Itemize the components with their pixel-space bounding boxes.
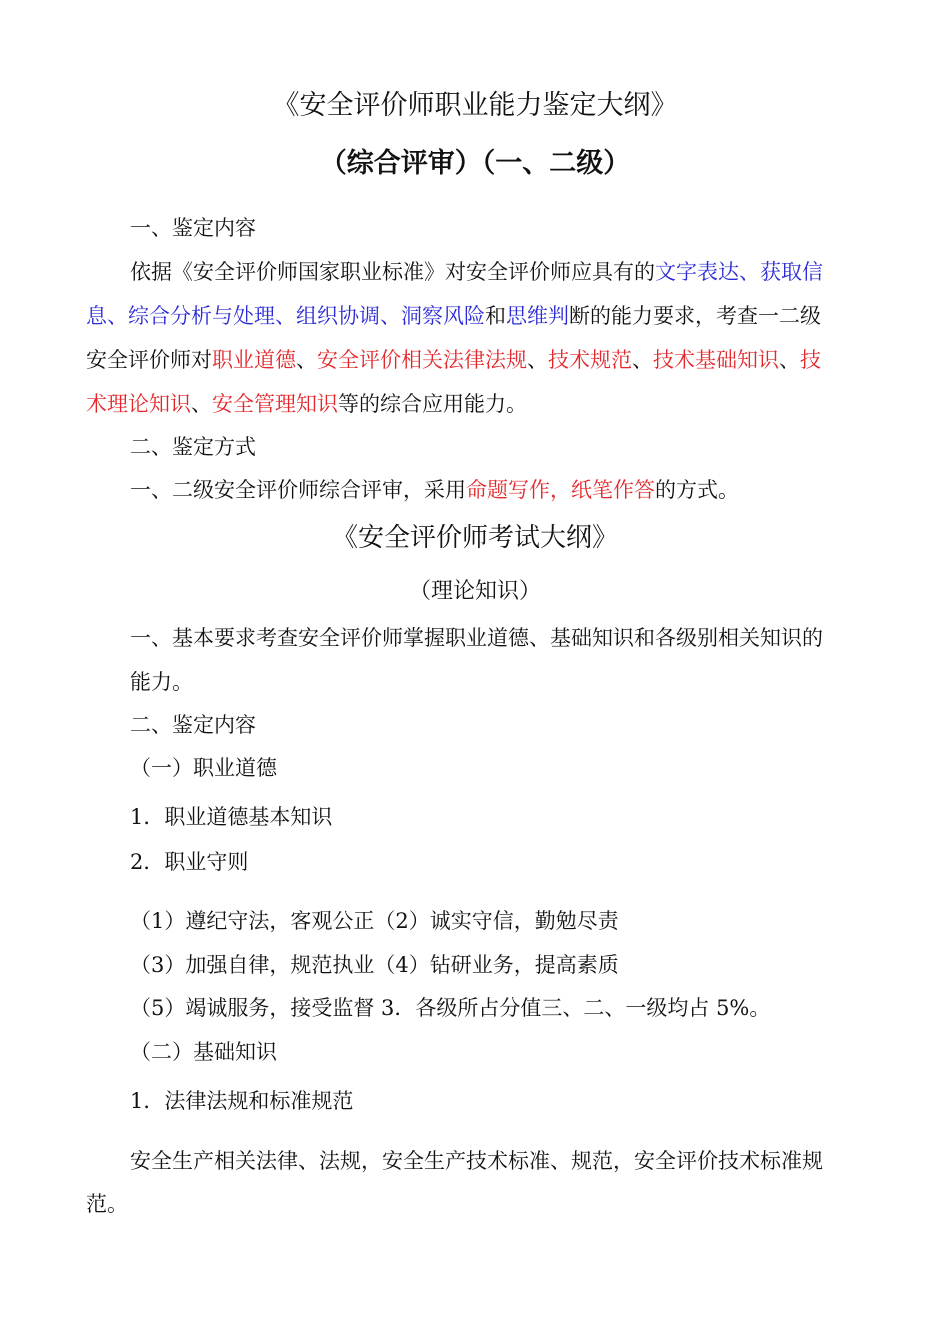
paragraph-line (86, 382, 866, 426)
exam-subtitle: （理论知识） (408, 579, 541, 604)
subsection-heading: （二）基础知识 (130, 1040, 277, 1064)
highlight-blue: 文字表达 (655, 260, 739, 284)
highlight-red: 技 (800, 348, 821, 372)
section-heading-content: 二、鉴定内容 (130, 713, 256, 737)
highlight-red: 纸笔作答 (571, 478, 655, 502)
section-heading-content: 一、鉴定内容 (130, 216, 256, 240)
highlight-blue: 获取信 (760, 260, 823, 284)
paragraph-line (130, 468, 866, 512)
text-span: 、 (275, 304, 296, 328)
text-span: 断的能力要求，考查一二级 (569, 304, 821, 328)
text-span: 、 (107, 304, 128, 328)
highlight-blue: 洞察风险 (401, 304, 485, 328)
highlight-blue: 思维判 (506, 304, 569, 328)
paragraph-line (130, 250, 866, 294)
exam-title: 《安全评价师考试大纲》 (331, 523, 618, 553)
highlight-blue: 息 (86, 304, 107, 328)
text-span: 、 (632, 348, 653, 372)
paragraph-line (86, 294, 866, 338)
doc-subtitle: （综合评审）（一、二级） (319, 148, 631, 179)
text-span: 、 (739, 260, 760, 284)
highlight-red: 职业道德 (212, 348, 296, 372)
paragraph-line (86, 338, 866, 382)
text-span: 一、二级安全评价师综合评审，采用 (130, 478, 466, 502)
section-heading-method: 二、鉴定方式 (130, 435, 256, 459)
subsection-heading: （一）职业道德 (130, 756, 277, 780)
text-span: 的方式。 (655, 478, 739, 502)
list-item: 2．职业守则 (130, 850, 249, 874)
highlight-red: 技术规范 (548, 348, 632, 372)
list-item: 1．职业道德基本知识 (130, 805, 333, 829)
rule-line: （1）遵纪守法，客观公正（2）诚实守信，勤勉尽责 (130, 909, 619, 933)
text-span: 、 (527, 348, 548, 372)
doc-title: 《安全评价师职业能力鉴定大纲》 (272, 90, 678, 121)
highlight-red: 技术基础知识 (653, 348, 779, 372)
text-span: 和 (485, 304, 506, 328)
requirement-line: 能力。 (130, 670, 193, 694)
text-span: 、 (191, 392, 212, 416)
highlight-red: 安全管理知识 (212, 392, 338, 416)
rule-line: （3）加强自律，规范执业（4）钻研业务，提高素质 (130, 953, 619, 977)
highlight-red: 命题写作 (466, 478, 550, 502)
text-span: 等的综合应用能力。 (338, 392, 527, 416)
paragraph-line: 安全生产相关法律、法规，安全生产技术标准、规范，安全评价技术标准规 (130, 1149, 823, 1173)
highlight-red: 术理论知识 (86, 392, 191, 416)
list-item: 1．法律法规和标准规范 (130, 1089, 354, 1113)
paragraph-line: 范。 (86, 1192, 128, 1216)
text-span: ， (550, 478, 571, 502)
text-span: 、 (296, 348, 317, 372)
highlight-red: 安全评价相关法律法规 (317, 348, 527, 372)
requirement-line: 一、基本要求考查安全评价师掌握职业道德、基础知识和各级别相关知识的 (130, 626, 823, 650)
text-span: 安全评价师对 (86, 348, 212, 372)
highlight-blue: 组织协调 (296, 304, 380, 328)
highlight-blue: 综合分析与处理 (128, 304, 275, 328)
text-span: 、 (380, 304, 401, 328)
rule-line: （5）竭诚服务，接受监督 3．各级所占分值三、二、一级均占 5%。 (130, 996, 771, 1020)
text-span: 、 (779, 348, 800, 372)
text-span: 依据《安全评价师国家职业标准》对安全评价师应具有的 (130, 260, 655, 284)
